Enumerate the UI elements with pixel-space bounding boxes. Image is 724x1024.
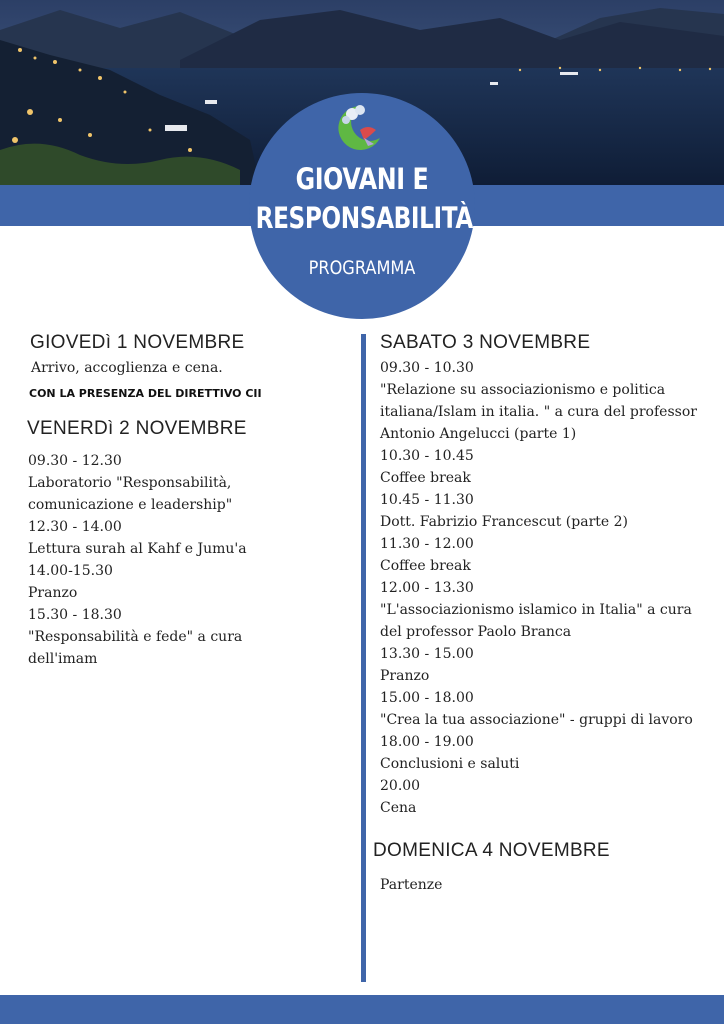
schedule-line: Pranzo [28, 585, 78, 601]
schedule-line: del professor Paolo Branca [380, 624, 572, 640]
day2-schedule [28, 450, 247, 670]
schedule-line: "L'associazionismo islamico in Italia" a cura [380, 602, 692, 618]
page-title-line2: RESPONSABILITÀ [255, 201, 473, 235]
day4-text: Partenze [380, 877, 443, 893]
schedule-line: 09.30 - 12.30 [28, 453, 122, 469]
schedule-line: "Relazione su associazionismo e politica [380, 382, 666, 398]
page-subtitle: PROGRAMMA [308, 257, 416, 279]
schedule-line: 12.30 - 14.00 [28, 519, 122, 535]
schedule-line: 10.30 - 10.45 [380, 448, 474, 464]
day1-text: Arrivo, accoglienza e cena. [31, 360, 223, 376]
day3-heading: SABATO 3 NOVEMBRE [380, 332, 591, 353]
schedule-line: Antonio Angelucci (parte 1) [380, 426, 577, 442]
day1-heading: GIOVEDì 1 NOVEMBRE [30, 332, 245, 353]
schedule-line: 10.45 - 11.30 [380, 492, 474, 508]
schedule-line: 15.00 - 18.00 [380, 690, 474, 706]
footer-band [0, 995, 724, 1024]
schedule-line: Laboratorio "Responsabilità, [28, 475, 232, 491]
schedule-line: dell'imam [28, 651, 98, 667]
schedule-line: italiana/Islam in italia. " a cura del professor [380, 404, 697, 420]
day2-heading: VENERDì 2 NOVEMBRE [27, 418, 247, 439]
page-title-line1: GIOVANI E [295, 162, 429, 196]
schedule-line: "Responsabilità e fede" a cura [28, 629, 243, 645]
schedule-line: 13.30 - 15.00 [380, 646, 474, 662]
schedule-line: 09.30 - 10.30 [380, 360, 474, 376]
schedule-line: Pranzo [380, 668, 430, 684]
day3-schedule [380, 357, 697, 819]
schedule-line: 20.00 [380, 778, 421, 794]
schedule-line: Coffee break [380, 558, 471, 574]
schedule-line: "Crea la tua associazione" - gruppi di lavoro [380, 712, 693, 728]
day4-heading: DOMENICA 4 NOVEMBRE [373, 840, 610, 861]
schedule-line: 15.30 - 18.30 [28, 607, 122, 623]
schedule-line: Dott. Fabrizio Francescut (parte 2) [380, 514, 628, 530]
schedule-line: 11.30 - 12.00 [380, 536, 474, 552]
schedule-line: Cena [380, 800, 417, 816]
schedule-line: 18.00 - 19.00 [380, 734, 474, 750]
schedule-line: Lettura surah al Kahf e Jumu'a [28, 541, 247, 557]
organization-logo [330, 100, 386, 156]
schedule-line: 12.00 - 13.30 [380, 580, 474, 596]
schedule-line: comunicazione e leadership" [28, 497, 233, 513]
schedule-line: Coffee break [380, 470, 471, 486]
day1-note: CON LA PRESENZA DEL DIRETTIVO CII [29, 387, 262, 400]
column-divider [361, 334, 366, 982]
schedule-line: Conclusioni e saluti [380, 756, 520, 772]
schedule-line: 14.00-15.30 [28, 563, 113, 579]
